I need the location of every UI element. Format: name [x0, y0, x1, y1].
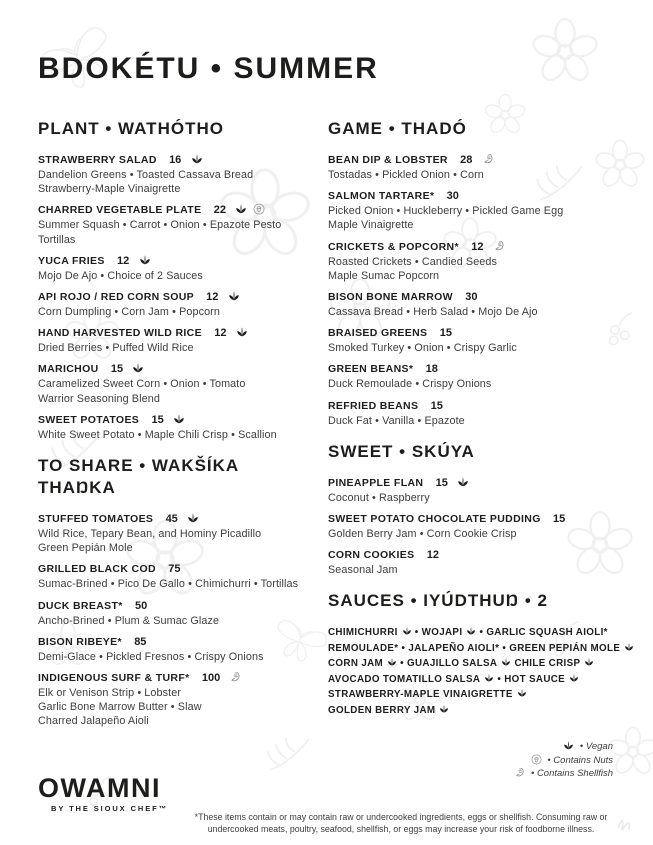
sauce-name: HOT SAUCE [504, 673, 566, 685]
sauce-separator: • [499, 642, 510, 654]
menu-item-description-line: Garlic Bone Marrow Butter • Slaw [38, 701, 202, 714]
vegan-icon [569, 673, 579, 683]
menu-item-description-line: Elk or Venison Strip • Lobster [38, 687, 182, 700]
sauce-name: CORN JAM [328, 658, 384, 670]
menu-item [38, 671, 320, 729]
menu-section [38, 118, 320, 442]
menu-item-head [38, 635, 320, 650]
sauce-line [328, 641, 630, 657]
menu-item [328, 512, 630, 541]
legend-label: • Vegan [577, 741, 613, 752]
vegan-icon [484, 673, 494, 683]
vegan-icon [139, 254, 151, 266]
sauce-separator: • [397, 658, 407, 670]
menu-item [38, 413, 320, 442]
vegan-icon [501, 657, 511, 667]
menu-item-description [38, 305, 320, 319]
menu-item-icons [451, 477, 469, 489]
legend-row [514, 740, 613, 754]
menu-item-head [38, 203, 320, 218]
menu-item-description-line: Green Pepián Mole [38, 542, 133, 555]
legend-row [514, 754, 613, 768]
menu-item-name: CHARRED VEGETABLE PLATE [38, 204, 202, 217]
logo-wordmark: OWAMNI [38, 773, 161, 803]
logo-tagline: BY THE SIOUX CHEF™ [51, 804, 168, 813]
menu-item-price: 100 [201, 672, 221, 685]
menu-item-description-line: Charred Jalapeño Aioli [38, 715, 149, 728]
menu-item [38, 203, 320, 246]
menu-item-name: API ROJO / RED CORN SOUP [38, 291, 194, 304]
menu-item-head [328, 548, 630, 563]
vegan-icon [439, 704, 449, 714]
menu-item-description-line: Roasted Crickets • Candied Seeds [328, 255, 498, 268]
menu-item-name: STUFFED TOMATOES [38, 513, 154, 526]
menu-item-name: STRAWBERRY SALAD [38, 154, 157, 166]
menu-item-price: 12 [214, 327, 227, 340]
menu-item [328, 399, 630, 428]
menu-section [328, 441, 630, 578]
sauce-separator: • [411, 627, 422, 639]
legend-label: • Contains Nuts [544, 754, 613, 766]
sauce-line [328, 656, 630, 672]
sauce-name: WOJAPI [421, 627, 463, 639]
section-items [328, 476, 630, 578]
menu-item-description-line: Strawberry-Maple Vinaigrette [38, 183, 181, 196]
menu-item-description [328, 305, 630, 319]
menu-item-name: REFRIED BEANS [328, 399, 419, 412]
vegan-icon [191, 153, 203, 165]
menu-item-icons [185, 154, 203, 166]
menu-item-description [38, 377, 320, 405]
menu-item-description-line: Maple Sumac Popcorn [328, 269, 440, 282]
section-title: TO SHARE • WAKŠÍKA THAŊKA [38, 456, 239, 498]
menu-item-description [38, 614, 320, 628]
menu-item-name: CRICKETS & POPCORN* [328, 240, 459, 253]
menu-item-description-line: Ancho-Brined • Plum & Sumac Glaze [38, 614, 220, 627]
sauce-name: STRAWBERRY-MAPLE VINAIGRETTE [328, 689, 513, 701]
menu-column-right [328, 118, 630, 731]
menu-item-price: 16 [169, 154, 182, 166]
menu-item [38, 254, 320, 283]
menu-item-icons [126, 363, 144, 375]
menu-item-description [328, 168, 630, 182]
vegan-icon [228, 290, 240, 302]
menu-item-head [328, 362, 630, 377]
menu-item-description [328, 255, 630, 283]
section-items [328, 153, 630, 428]
menu-item-description [38, 686, 320, 729]
sauce-separator: • [398, 642, 409, 654]
section-title: SAUCES • IYÚDTHUŊ • 2 [328, 591, 548, 611]
menu-item-description-line: Smoked Turkey • Onion • Crispy Garlic [328, 342, 517, 355]
menu-item-price: 75 [168, 563, 181, 576]
menu-item [328, 326, 630, 355]
legend-label: • Contains Shellfish [528, 768, 613, 779]
vegan-icon [132, 362, 144, 374]
menu-item-head [328, 512, 630, 527]
menu-item-name: DUCK BREAST* [38, 599, 123, 612]
menu-item-price: 15 [439, 327, 452, 340]
menu-item-head [38, 362, 320, 377]
menu-item-description [38, 577, 320, 591]
menu-item-description-line: White Sweet Potato • Maple Chili Crisp • Scallion [38, 428, 277, 441]
menu-item-description [38, 527, 320, 555]
menu-item-icons [476, 154, 494, 166]
menu-item-icons [229, 204, 265, 216]
menu-item-price: 15 [110, 363, 124, 376]
menu-item-description-line: Dandelion Greens • Toasted Cassava Bread [38, 169, 254, 181]
menu-item [38, 635, 320, 664]
nuts-icon [531, 754, 542, 765]
menu-item-price: 12 [471, 240, 484, 253]
menu-item-price: 45 [165, 513, 178, 526]
menu-item-price: 18 [425, 363, 438, 376]
menu-item-head [38, 326, 320, 341]
menu-item-name: GREEN BEANS* [328, 363, 414, 376]
menu-item [328, 189, 630, 232]
sauce-name: CHIMICHURRI [328, 627, 398, 639]
menu-item-icons [133, 255, 151, 267]
menu-item [38, 599, 320, 628]
nuts-icon [253, 203, 265, 215]
section-items [328, 625, 630, 718]
menu-item-head [38, 671, 320, 686]
menu-item [328, 476, 630, 505]
menu-item-icons [167, 414, 185, 426]
menu-item-price: 28 [460, 154, 473, 166]
menu-item-description [328, 341, 630, 355]
vegan-icon [517, 688, 527, 698]
menu-item [38, 290, 320, 319]
menu-item-description [328, 204, 630, 232]
menu-item-description [328, 563, 630, 577]
section-title: GAME • THADÓ [328, 119, 467, 138]
menu-item-name: BISON RIBEYE* [38, 635, 122, 648]
menu-item-description-line: Golden Berry Jam • Corn Cookie Crisp [328, 528, 517, 541]
vegan-icon [584, 657, 594, 667]
menu-item-head [38, 153, 320, 168]
menu-item-price: 30 [465, 291, 478, 304]
restaurant-logo [38, 774, 168, 813]
menu-item-head [328, 326, 630, 341]
menu-section [328, 118, 630, 428]
menu-item-head [328, 476, 630, 491]
menu-item-price: 50 [135, 599, 148, 612]
menu-item [328, 362, 630, 391]
menu-item [328, 548, 630, 577]
menu-item-head [38, 512, 320, 527]
vegan-icon [402, 626, 412, 636]
menu-item [38, 326, 320, 355]
menu-item-head [328, 290, 630, 305]
sauce-line [328, 687, 630, 703]
menu-item-description-line: Tostadas • Pickled Onion • Corn [328, 169, 484, 181]
menu-item-description-line: Tortillas [38, 233, 76, 246]
sauce-name: GOLDEN BERRY JAM [328, 704, 436, 716]
menu-item-price: 15 [553, 513, 566, 526]
menu-item [38, 153, 320, 196]
menu-item [328, 290, 630, 319]
vegan-icon [173, 413, 185, 425]
menu-item-icons [222, 291, 240, 303]
allergy-disclaimer: *These items contain or may contain raw or undercooked ingredients, eggs or shellfish. Consuming raw or undercooked meats, poultry, seafood, shellfish, or eggs may increase your risk of foodborne illness. [194, 812, 608, 834]
shellfish-icon [514, 767, 525, 778]
menu-item-icons [487, 241, 505, 253]
menu-item-description [328, 527, 630, 541]
sauce-separator: • [494, 673, 505, 685]
menu-item-description [38, 428, 320, 442]
section-title: SWEET • SKÚYA [328, 441, 475, 461]
menu-item [328, 153, 630, 182]
menu-item-description-line: Picked Onion • Huckleberry • Pickled Game Egg [328, 205, 564, 218]
menu-item-description-line: Sumac-Brined • Pico De Gallo • Chimichurri • Tortillas [38, 578, 299, 591]
menu-item-description [328, 414, 630, 428]
menu-item-price: 15 [435, 476, 448, 489]
section-items [38, 153, 320, 442]
menu-item-description [38, 341, 320, 355]
menu-item-name: SWEET POTATO CHOCOLATE PUDDING [328, 513, 541, 526]
menu-item-description-line: Demi-Glace • Pickled Fresnos • Crispy Onions [38, 650, 264, 663]
menu-item-price: 22 [213, 204, 226, 217]
menu-item-head [328, 153, 630, 168]
page-title: BDOKÉTU • SUMMER [38, 52, 379, 85]
menu-item-description-line: Coconut • Raspberry [328, 491, 430, 504]
menu-item-description-line: Corn Dumpling • Corn Jam • Popcorn [38, 306, 220, 319]
menu-item-name: SALMON TARTARE* [328, 190, 435, 203]
menu-item-name: BRAISED GREENS [328, 327, 428, 340]
menu-item-price: 12 [206, 291, 219, 304]
menu-item-name: PINEAPPLE FLAN [328, 476, 424, 489]
menu-item-name: HAND HARVESTED WILD RICE [38, 327, 202, 340]
legend [514, 740, 613, 781]
menu-item-description [38, 168, 320, 196]
sauce-name: CHILE CRISP [514, 658, 581, 670]
shellfish-icon [493, 240, 505, 252]
menu-item-description-line: Wild Rice, Tepary Bean, and Hominy Picadillo [38, 528, 262, 541]
menu-item [328, 240, 630, 283]
menu-item-description-line: Duck Fat • Vanilla • Epazote [328, 414, 465, 427]
menu-item-description-line: Caramelized Sweet Corn • Onion • Tomato [38, 378, 246, 391]
vegan-icon [236, 326, 248, 338]
menu-item-icons [230, 327, 248, 339]
sauce-line [328, 703, 630, 719]
vegan-icon [187, 512, 199, 524]
menu-item [38, 512, 320, 555]
sauce-name: AVOCADO TOMATILLO SALSA [328, 673, 481, 685]
sauce-name: REMOULADE* [328, 642, 399, 654]
sauce-name: GUAJILLO SALSA [407, 658, 498, 670]
menu-item-price: 15 [430, 399, 443, 412]
vegan-icon [466, 626, 476, 636]
menu-column-left [38, 118, 320, 742]
menu-item-price: 30 [446, 190, 459, 203]
sauce-line [328, 672, 630, 688]
menu-item-icons [181, 513, 199, 525]
section-items [38, 512, 320, 729]
menu-item-name: GRILLED BLACK COD [38, 563, 156, 576]
shellfish-icon [482, 153, 494, 165]
menu-item-price: 15 [151, 413, 164, 426]
sauce-line [328, 625, 630, 641]
menu-item-description-line: Warrior Seasoning Blend [38, 392, 160, 405]
menu-item [38, 362, 320, 405]
vegan-icon [387, 657, 397, 667]
shellfish-icon [229, 671, 241, 683]
vegan-icon [235, 203, 247, 215]
menu-item-description-line: Mojo De Ajo • Choice of 2 Sauces [38, 269, 203, 282]
menu-item-head [328, 240, 630, 255]
vegan-icon [563, 740, 574, 751]
sauce-separator: • [476, 627, 487, 639]
menu-item-name: INDIGENOUS SURF & TURF* [38, 672, 190, 685]
menu-item-description-line: Maple Vinaigrette [328, 219, 414, 232]
menu-item-name: SWEET POTATOES [38, 413, 140, 426]
menu-item-description [328, 377, 630, 391]
menu-item-name: YUCA FRIES [38, 254, 105, 267]
menu-item-name: BEAN DIP & LOBSTER [328, 154, 448, 166]
sauce-name: GREEN PEPIÁN MOLE [509, 642, 621, 654]
menu-item-head [38, 413, 320, 428]
menu-item-description-line: Dried Berries • Puffed Wild Rice [38, 342, 194, 355]
menu-item-description [328, 491, 630, 505]
menu-item-description-line: Summer Squash • Carrot • Onion • Epazote Pesto [38, 219, 282, 232]
menu-item-price: 12 [426, 549, 439, 562]
menu-item-icons [223, 672, 241, 684]
section-title: PLANT • WATHÓTHO [38, 119, 224, 138]
menu-item-price: 12 [116, 254, 130, 267]
vegan-icon [457, 476, 469, 488]
legend-row [514, 767, 613, 781]
menu-item-head [38, 562, 320, 577]
menu-item-head [38, 254, 320, 269]
menu-item-description-line: Seasonal Jam [328, 564, 398, 577]
menu-section [328, 590, 630, 718]
menu-item-description [38, 269, 320, 283]
menu-item-head [328, 399, 630, 414]
menu-item-price: 85 [134, 635, 147, 648]
menu-item-head [38, 290, 320, 305]
menu-item-description-line: Duck Remoulade • Crispy Onions [328, 378, 492, 391]
menu-item-name: MARICHOU [38, 363, 99, 376]
sauce-name: GARLIC SQUASH AIOLI* [486, 627, 608, 639]
vegan-icon [624, 642, 634, 652]
menu-section [38, 455, 320, 729]
menu-item-head [328, 189, 630, 204]
menu-item [38, 562, 320, 591]
menu-item-head [38, 599, 320, 614]
menu-item-description [38, 650, 320, 664]
menu-item-name: BISON BONE MARROW [328, 291, 453, 304]
menu-item-description [38, 218, 320, 246]
menu-item-description-line: Cassava Bread • Herb Salad • Mojo De Ajo [328, 306, 538, 319]
menu-item-name: CORN COOKIES [328, 549, 415, 562]
sauce-name: JALAPEÑO AIOLI* [408, 642, 500, 654]
